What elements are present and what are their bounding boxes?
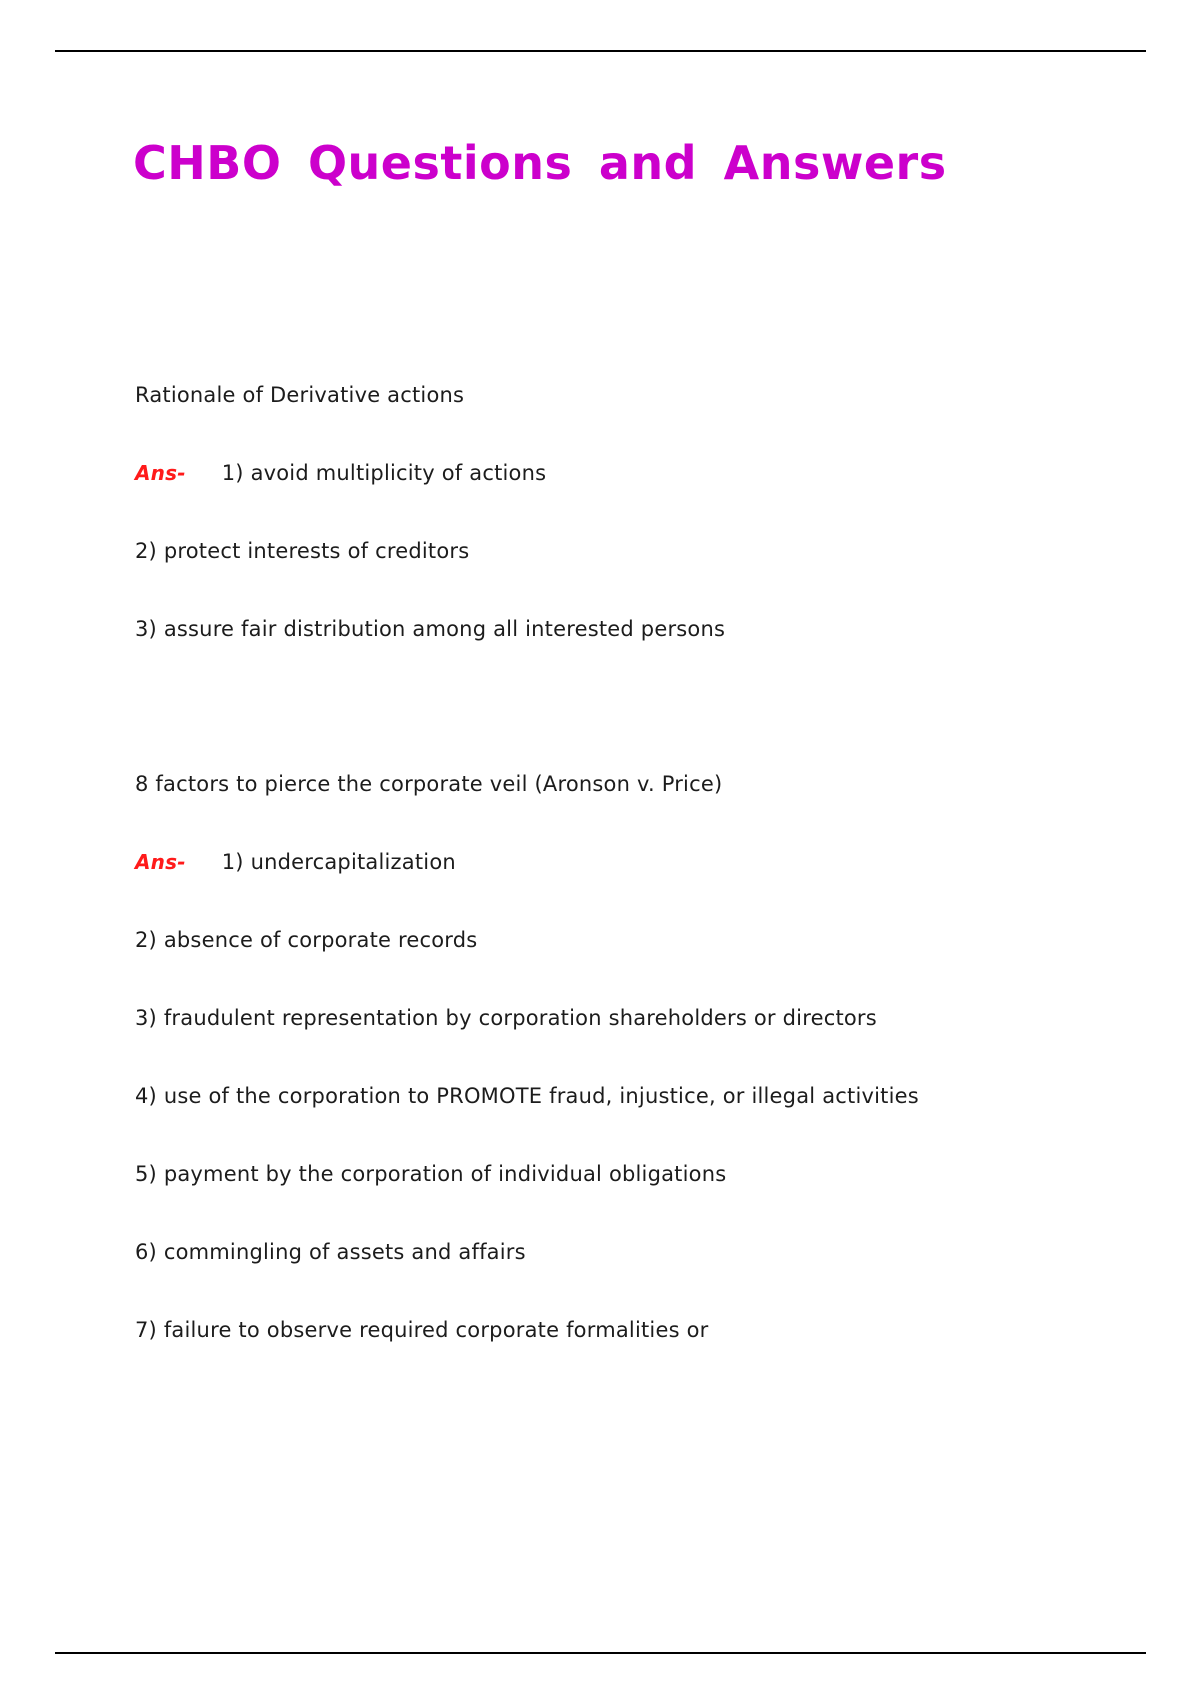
paragraph — [135, 460, 1095, 486]
paragraph: 4) use of the corporation to PROMOTE fraud, injustice, or illegal activities — [135, 1084, 919, 1108]
paragraph — [135, 849, 1095, 875]
document-body — [135, 382, 1095, 1395]
paragraph: 2) absence of corporate records — [135, 928, 478, 952]
paragraph: 5) payment by the corporation of individual obligations — [135, 1162, 727, 1186]
answer-text: 1) undercapitalization — [221, 850, 456, 874]
paragraph: 6) commingling of assets and affairs — [135, 1240, 526, 1264]
answer-label: Ans- — [135, 850, 186, 874]
page-title: CHBO Questions and Answers — [133, 136, 947, 190]
paragraph: 3) assure fair distribution among all interested persons — [135, 617, 726, 641]
paragraph: 2) protect interests of creditors — [135, 539, 470, 563]
answer-label: Ans- — [135, 461, 186, 485]
bottom-rule — [55, 1652, 1146, 1654]
answer-text: 1) avoid multiplicity of actions — [221, 461, 547, 485]
paragraph-spacer — [135, 694, 1095, 771]
paragraph: 7) failure to observe required corporate formalities or — [135, 1318, 709, 1342]
paragraph: 8 factors to pierce the corporate veil (Aronson v. Price) — [135, 772, 723, 796]
paragraph: 3) fraudulent representation by corporation shareholders or directors — [135, 1006, 877, 1030]
paragraph: Rationale of Derivative actions — [135, 383, 465, 407]
top-rule — [55, 50, 1146, 52]
